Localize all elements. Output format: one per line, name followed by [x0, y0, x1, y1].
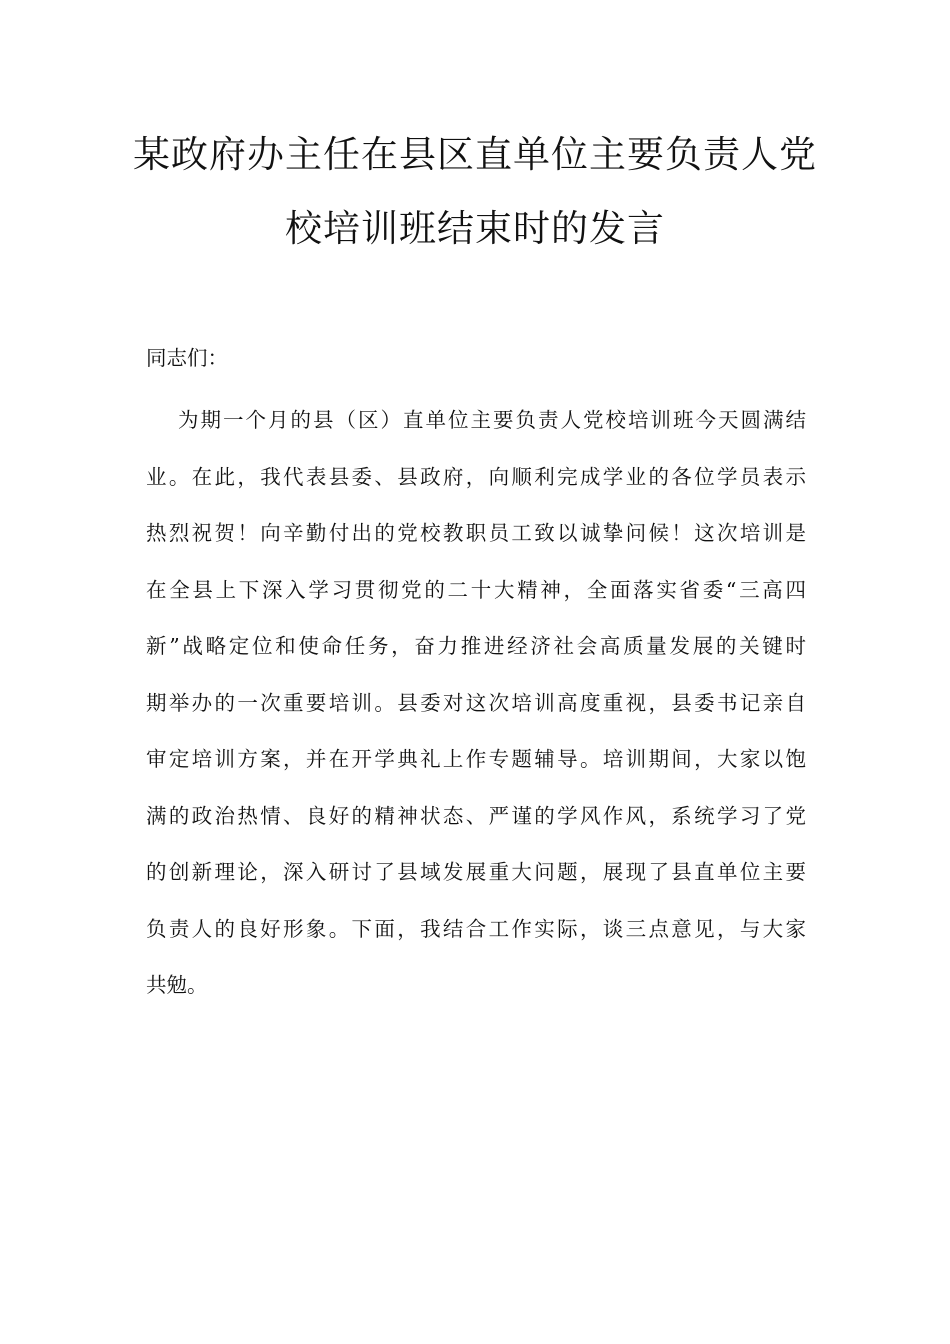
paragraph-line: 业。在此，我代表县委、县政府，向顺利完成学业的各位学员表示: [146, 464, 806, 489]
salutation: 同志们：: [146, 346, 228, 370]
body-paragraph: [146, 398, 806, 1020]
paragraph-line: 热烈祝贺！向辛勤付出的党校教职员工致以诚挚问候！这次培训是: [146, 521, 806, 545]
paragraph-line: 满的政治热情、良好的精神状态、严谨的学风作风，系统学习了党: [146, 803, 806, 828]
paragraph-line: 共勉。: [146, 973, 208, 997]
paragraph-line: 期举办的一次重要培训。县委对这次培训高度重视，县委书记亲自: [146, 690, 806, 715]
paragraph-line: 的创新理论，深入研讨了县域发展重大问题，展现了县直单位主要: [146, 860, 806, 884]
title-line-1: 某政府办主任在县区直单位主要负责人党: [133, 133, 817, 176]
paragraph-line: 为期一个月的县（区）直单位主要负责人党校培训班今天圆满结: [178, 408, 806, 432]
paragraph-line: 负责人的良好形象。下面，我结合工作实际，谈三点意见，与大家: [146, 916, 806, 941]
paragraph-line: 在全县上下深入学习贯彻党的二十大精神，全面落实省委“三高四: [146, 577, 806, 602]
title-line-2: 校培训班结束时的发言: [285, 207, 665, 250]
document-title: [130, 118, 820, 266]
paragraph-line: 审定培训方案，并在开学典礼上作专题辅导。培训期间，大家以饱: [146, 747, 806, 771]
paragraph-line: 新”战略定位和使命任务，奋力推进经济社会高质量发展的关键时: [146, 634, 806, 658]
